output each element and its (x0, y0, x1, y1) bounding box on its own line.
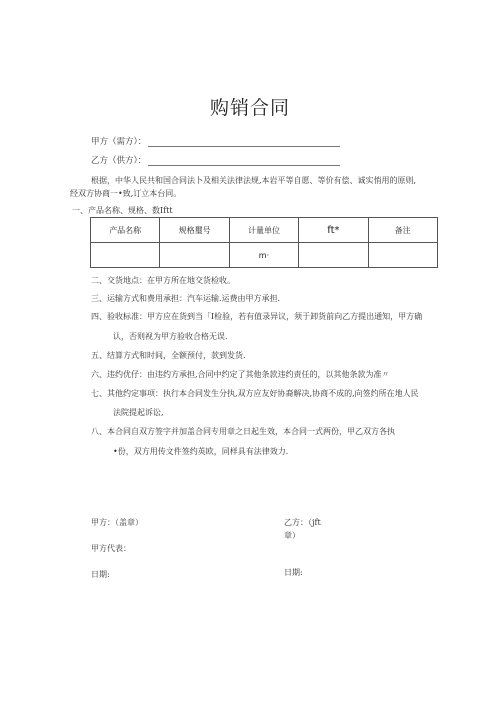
term-6: 六、违约优仔：由违约方承担,合同中约定了其他条款违约责任的，以其他条款为准〃 (91, 370, 390, 379)
section-1-label: 一、产品名称、规格、数Iftt (72, 206, 173, 215)
cell-quantity[interactable] (299, 243, 368, 268)
term-8-line-1: 八、本合同自双方签字并加盖合同专用章之日起生效，本合同一式两份，甲乙双方各执 (91, 427, 395, 436)
term-8-line-2: •份，双方用传文件签约英欧，同样具有法律效力. (113, 447, 289, 456)
header-unit: 计量单位 (229, 218, 298, 243)
preamble-line-2: 经双方协商一•致,订立本台同。 (70, 188, 182, 198)
header-spec-model: 规格璽号 (160, 218, 229, 243)
seller-label: 乙方（供方）： (91, 156, 147, 166)
header-remarks: 备注 (368, 218, 437, 243)
term-4-line-2: 认，否则视为甲方验收合格无误. (113, 332, 228, 341)
date-right-label: 日期: (284, 568, 303, 577)
seller-party-line (91, 154, 340, 166)
term-5: 五、结算方式和时间，全额预付，款到发货. (91, 351, 246, 360)
seller-seal-line-1: 乙方：（jft (284, 518, 321, 527)
term-2: 二、交货地点：在甲方所在地交货检收。 (91, 276, 235, 285)
header-product-name: 产品名称 (91, 218, 160, 243)
preamble (70, 175, 451, 200)
table-header-row (91, 218, 438, 243)
preamble-line-1: 根据，中华人民共和国合同法卜及相关法律法规,本岩平等自愿、等价有偿、诚实悄用的原则, (91, 176, 417, 185)
term-4-line-1: 四、验收标准：甲方应在货到当「I检验，若有值录异议，须于卸货前向乙方提出通知，甲方确 (91, 312, 423, 321)
buyer-label: 甲方（需方）： (91, 137, 147, 147)
cell-spec-model[interactable] (160, 243, 229, 268)
date-left-label: 日期: (91, 570, 110, 579)
buyer-representative-label: 甲方代表： (91, 544, 131, 553)
cell-product-name[interactable] (91, 243, 160, 268)
table-row (91, 243, 438, 268)
header-quantity: ft* (299, 218, 368, 243)
term-7-line-2: 法院提起诉讼, (113, 408, 164, 417)
buyer-seal-label: 甲方：（盖章） (91, 518, 143, 527)
seller-seal-line-2: 章） (284, 531, 300, 540)
seller-seal-label (284, 517, 321, 541)
product-table (90, 217, 438, 268)
cell-remarks[interactable] (368, 243, 437, 268)
seller-fill-line (148, 156, 340, 166)
buyer-party-line (91, 135, 340, 147)
term-3: 三、运输方式和费用承担：汽车运输.运费由甲方承担. (91, 294, 281, 303)
buyer-fill-line (148, 137, 340, 147)
cell-unit[interactable]: m· (229, 243, 298, 268)
contract-title: 购销合同 (209, 97, 290, 119)
term-7-line-1: 七、其他约定事项：执行本合同发生分执,双方应友好协裔解决,协商不成的,向签约所在地人民 (91, 389, 419, 398)
